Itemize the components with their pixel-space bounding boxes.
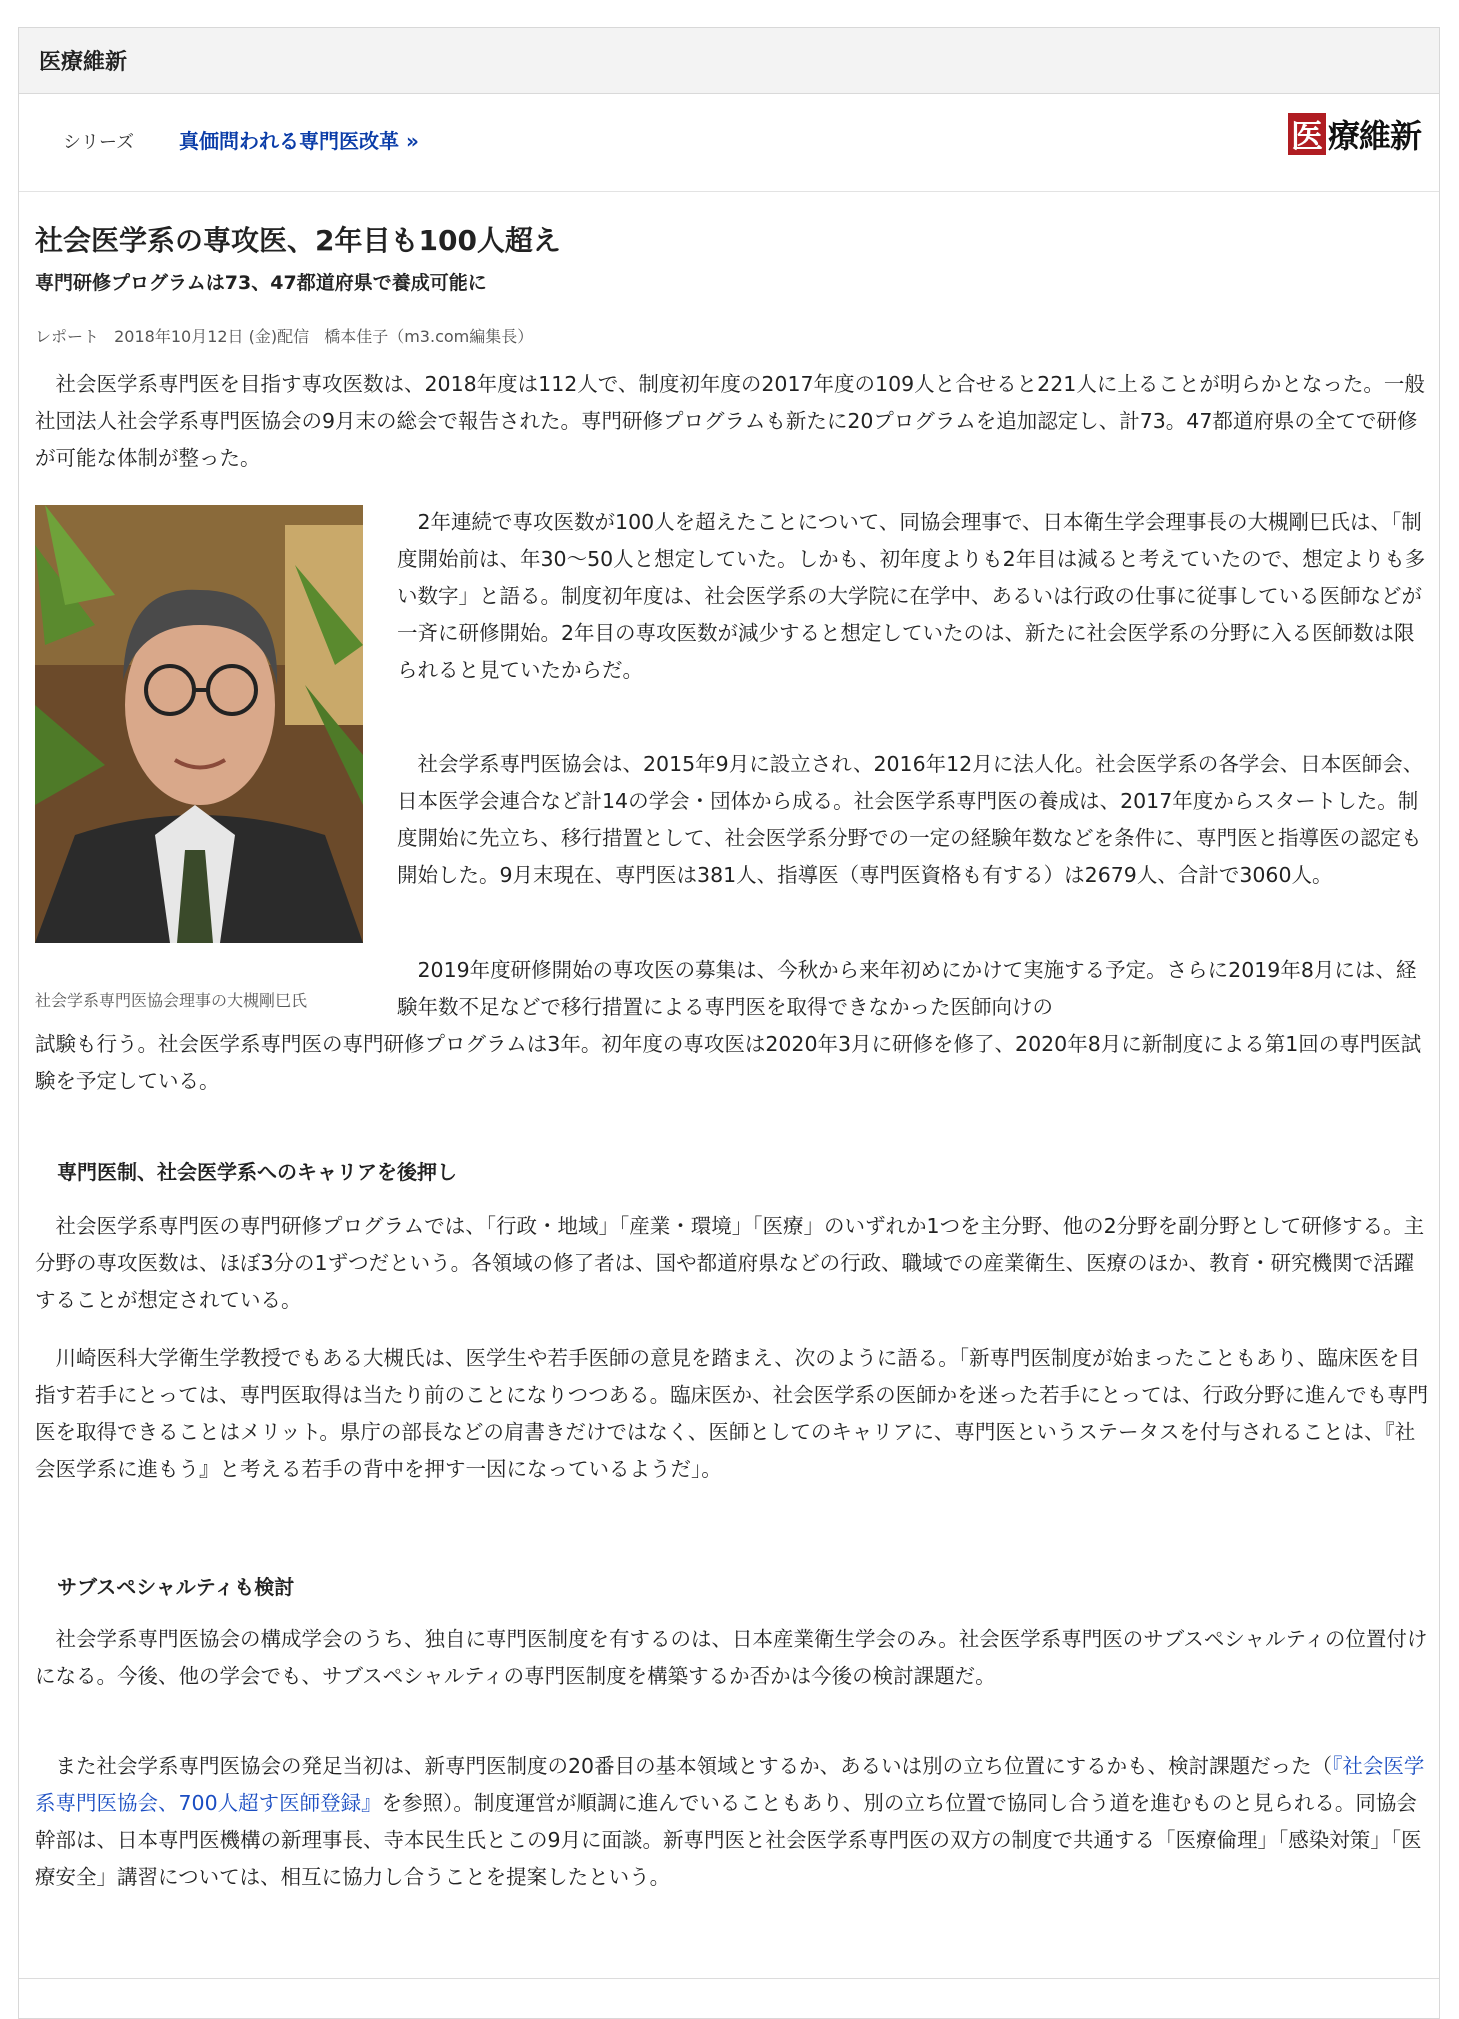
iryo-ishin-logo[interactable] <box>1288 111 1421 157</box>
article-title: 社会医学系の専攻医、2年目も100人超え <box>35 224 561 257</box>
brand-name[interactable]: 医療維新 <box>39 50 128 75</box>
paragraph-8 <box>35 1748 1431 1896</box>
byline <box>35 324 543 347</box>
section-heading-subspecialty: サブスペシャルティも検討 <box>57 1575 295 1599</box>
paragraph-7: 社会学系専門医協会の構成学会のうち、独自に専門医制度を有するのは、日本産業衛生学会のみ。社会医学系専門医のサブスペシャルティの位置付けになる。今後、他の学会でも、サブスペシャルティの専門医制度を構築するか否かは今後の検討課題だ。 <box>35 1627 1428 1688</box>
article-subtitle: 専門研修プログラムは73、47都道府県で養成可能に <box>35 272 487 294</box>
section-heading-career: 専門医制、社会医学系へのキャリアを後押し <box>57 1160 457 1184</box>
series-row <box>19 94 1439 192</box>
paragraph-6: 川崎医科大学衛生学教授でもある大槻氏は、医学生や若手医師の意見を踏まえ、次のように語る。「新専門医制度が始まったこともあり、臨床医を目指す若手にとっては、専門医取得は当たり前のことになりつつある。臨床医か、社会医学系の医師かを迷った若手にとっては、行政分野に進んでも専門医を取得できることはメリット。県庁の部長などの肩書きだけではなく、医師としてのキャリアに、専門医というステータスを付与されることは、『社会医学系に進もう』と考える若手の背中を押す一因になっているようだ」。 <box>35 1346 1429 1481</box>
paragraph-8-text-a: また社会学系専門医協会の発足当初は、新専門医制度の20番目の基本領域とするか、あるいは別の立ち位置にするかも、検討課題だった（ <box>55 1754 1333 1778</box>
logo-mark: 医 <box>1288 113 1326 155</box>
series-link[interactable]: 真価問われる専門医改革 » <box>179 129 419 153</box>
byline-type: レポート <box>35 327 100 346</box>
series-label: シリーズ <box>63 132 135 153</box>
paragraph-4a: 2019年度研修開始の専攻医の募集は、今秋から来年初めにかけて実施する予定。さらに2019年8月には、経験年数不足などで移行措置による専門医を取得できなかった医師向けの <box>397 958 1417 1019</box>
portrait-photo <box>35 505 363 943</box>
logo-text: 療維新 <box>1327 117 1421 155</box>
paragraph-4b: 試験も行う。社会医学系専門医の専門研修プログラムは3年。初年度の専攻医は2020年3月に研修を修了、2020年8月に新制度による第1回の専門医試験を予定している。 <box>35 1032 1422 1093</box>
paragraph-1: 社会医学系専門医を目指す専攻医数は、2018年度は112人で、制度初年度の2017年度の109人と合せると221人に上ることが明らかとなった。一般社団法人社会学系専門医協会の9月末の総会で報告された。専門研修プログラムも新たに20プログラムを追加認定し、計73。47都道府県の全てで研修が可能な体制が整った。 <box>35 372 1425 470</box>
bottom-divider <box>19 1978 1439 1979</box>
byline-author: 橋本佳子（m3.com編集長） <box>324 327 534 346</box>
paragraph-5: 社会医学系専門医の専門研修プログラムでは、「行政・地域」「産業・環境」「医療」のいずれか1つを主分野、他の2分野を副分野として研修する。主分野の専攻医数は、ほぼ3分の1ずつだという。各領域の修了者は、国や都道府県などの行政、職域での産業衛生、医療のほか、教育・研究機関で活躍することが想定されている。 <box>35 1214 1425 1312</box>
brand-bar <box>19 28 1439 94</box>
paragraph-2: 2年連続で専攻医数が100人を超えたことについて、同協会理事で、日本衛生学会理事長の大槻剛巳氏は、「制度開始前は、年30～50人と想定していた。しかも、初年度よりも2年目は減ると考えていたので、想定よりも多い数字」と語る。制度初年度は、社会医学系の大学院に在学中、あるいは行政の仕事に従事している医師などが一斉に研修開始。2年目の専攻医数が減少すると想定していたのは、新たに社会医学系の分野に入る医師数は限られると見ていたからだ。 <box>397 510 1426 682</box>
article-frame <box>18 27 1440 2019</box>
paragraph-8-text-b: を参照）。制度運営が順調に進んでいることもあり、別の立ち位置で協同し合う道を進むものと見られる。同協会幹部は、日本専門医機構の新理事長、寺本民生氏とこの9月に面談。新専門医と社会医学系専門医の双方の制度で共通する「医療倫理」「感染対策」「医療安全」講習については、相互に協力し合うことを提案したという。 <box>35 1791 1422 1889</box>
photo-caption: 社会学系専門医協会理事の大槻剛巳氏 <box>35 991 308 1010</box>
byline-date: 2018年10月12日 (金)配信 <box>114 327 310 346</box>
related-article-link[interactable]: 『社会医学系専門医協会、700人超す医師登録』 <box>35 1754 1425 1815</box>
paragraph-3: 社会学系専門医協会は、2015年9月に設立され、2016年12月に法人化。社会医学系の各学会、日本医師会、日本医学会連合など計14の学会・団体から成る。社会医学系専門医の養成は、2017年度からスタートした。制度開始に先立ち、移行措置として、社会医学系分野での一定の経験年数などを条件に、専門医と指導医の認定も開始した。9月末現在、専門医は381人、指導医（専門医資格も有する）は2679人、合計で3060人。 <box>397 752 1424 887</box>
